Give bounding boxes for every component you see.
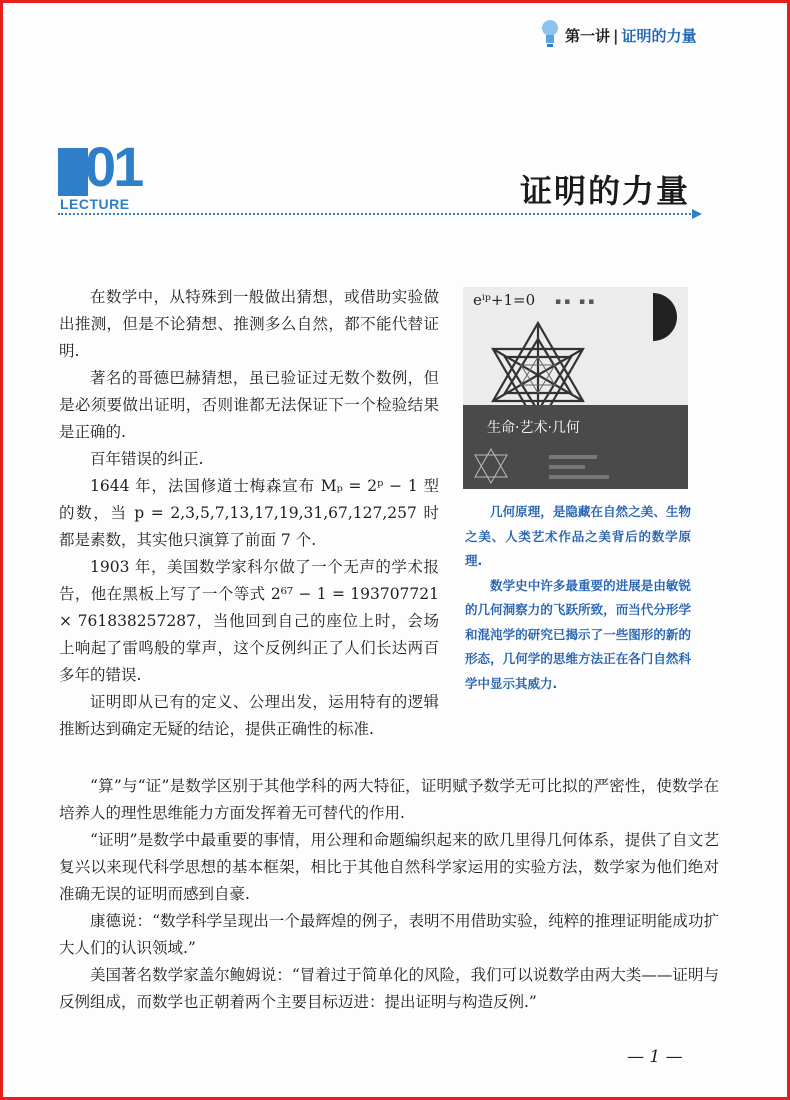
header-section: 第一讲 [565, 27, 611, 45]
paragraph: “算”与“证”是数学区别于其他学科的两大特征，证明赋予数学无可比拟的严密性，使数学在培养人的理性思维能力方面发挥着无可替代的作用. [59, 777, 719, 822]
paragraph: 美国著名数学家盖尔鲍姆说：“冒着过于简单化的风险，我们可以说数学由两大类——证明与反例组成，而数学也正朝着两个主要目标迈进：提出证明与构造反例.” [59, 966, 719, 1011]
lecture-word: LECTURE [60, 196, 130, 212]
caption-paragraph: 几何原理，是隐藏在自然之美、生物之美、人类艺术作品之美背后的数学原理. [465, 504, 691, 568]
left-column [59, 284, 439, 743]
paragraph: 1903 年，美国数学家科尔做了一个无声的学术报告，他在黑板上写了一个等式 2⁶⁷ − 1 = 193707721 × 761838257287，当他回到自己的座位上时，会场上响起了雷鸣般的掌声，这个反例纠正了人们长达两百多年的错误. [59, 558, 439, 684]
paragraph: 1644 年，法国修道士梅森宣布 Mₚ = 2ᵖ − 1 型的数，当 p = 2,3,5,7,13,17,19,31,67,127,257 时都是素数，其实他只演算了前面 7 个. [59, 477, 439, 549]
arrow-right-icon [691, 208, 703, 220]
page-number: — 1 — [627, 1047, 683, 1067]
cover-small-text-icon: ▪▪ ▪▪ [555, 297, 598, 307]
paragraph: “证明”是数学中最重要的事情，用公理和命题编织起来的欧几里得几何体系，提供了自文艺复兴以来现代科学思想的基本框架，相比于其他自然科学家运用的实验方法，数学家为他们绝对准确无误的证明而感到自豪. [59, 831, 719, 903]
lecture-badge-block [58, 148, 88, 196]
chapter-title: 证明的力量 [519, 172, 690, 210]
euler-formula: eⁱᵖ+1=0 [473, 291, 536, 309]
paragraph: 百年错误的纠正. [90, 450, 204, 468]
paragraph: 康德说：“数学科学呈现出一个最辉煌的例子，表明不用借助实验，纯粹的推理证明能成功扩大人们的认识领域.” [59, 912, 719, 957]
lecture-number: 01 [85, 135, 142, 198]
paragraph: 在数学中，从特殊到一般做出猜想，或借助实验做出推测，但是不论猜想、推测多么自然，都不能代替证明. [59, 288, 439, 360]
book-cover-figure [463, 287, 688, 489]
cover-label: 生命·艺术·几何 [487, 420, 580, 436]
figure-caption [465, 500, 691, 696]
running-header [565, 25, 697, 46]
paragraph: 著名的哥德巴赫猜想，虽已验证过无数个数例，但是必须要做出证明，否则谁都无法保证下一个检验结果是正确的. [59, 369, 439, 441]
title-divider [58, 213, 694, 215]
caption-paragraph: 数学史中许多最重要的进展是由敏锐的几何洞察力的飞跃所致，而当代分形学和混沌学的研究已揭示了一些图形的新的形态，几何学的思维方法正在各门自然科学中显示其威力. [465, 577, 691, 691]
cover-bottom-illustration [463, 287, 688, 489]
lightbulb-icon [540, 17, 560, 49]
header-title: 证明的力量 [621, 27, 697, 45]
full-width-column [59, 773, 719, 1016]
paragraph: 证明即从已有的定义、公理出发，运用特有的逻辑推断达到确定无疑的结论，提供正确性的标准. [59, 693, 439, 738]
header-separator: | [613, 27, 619, 45]
